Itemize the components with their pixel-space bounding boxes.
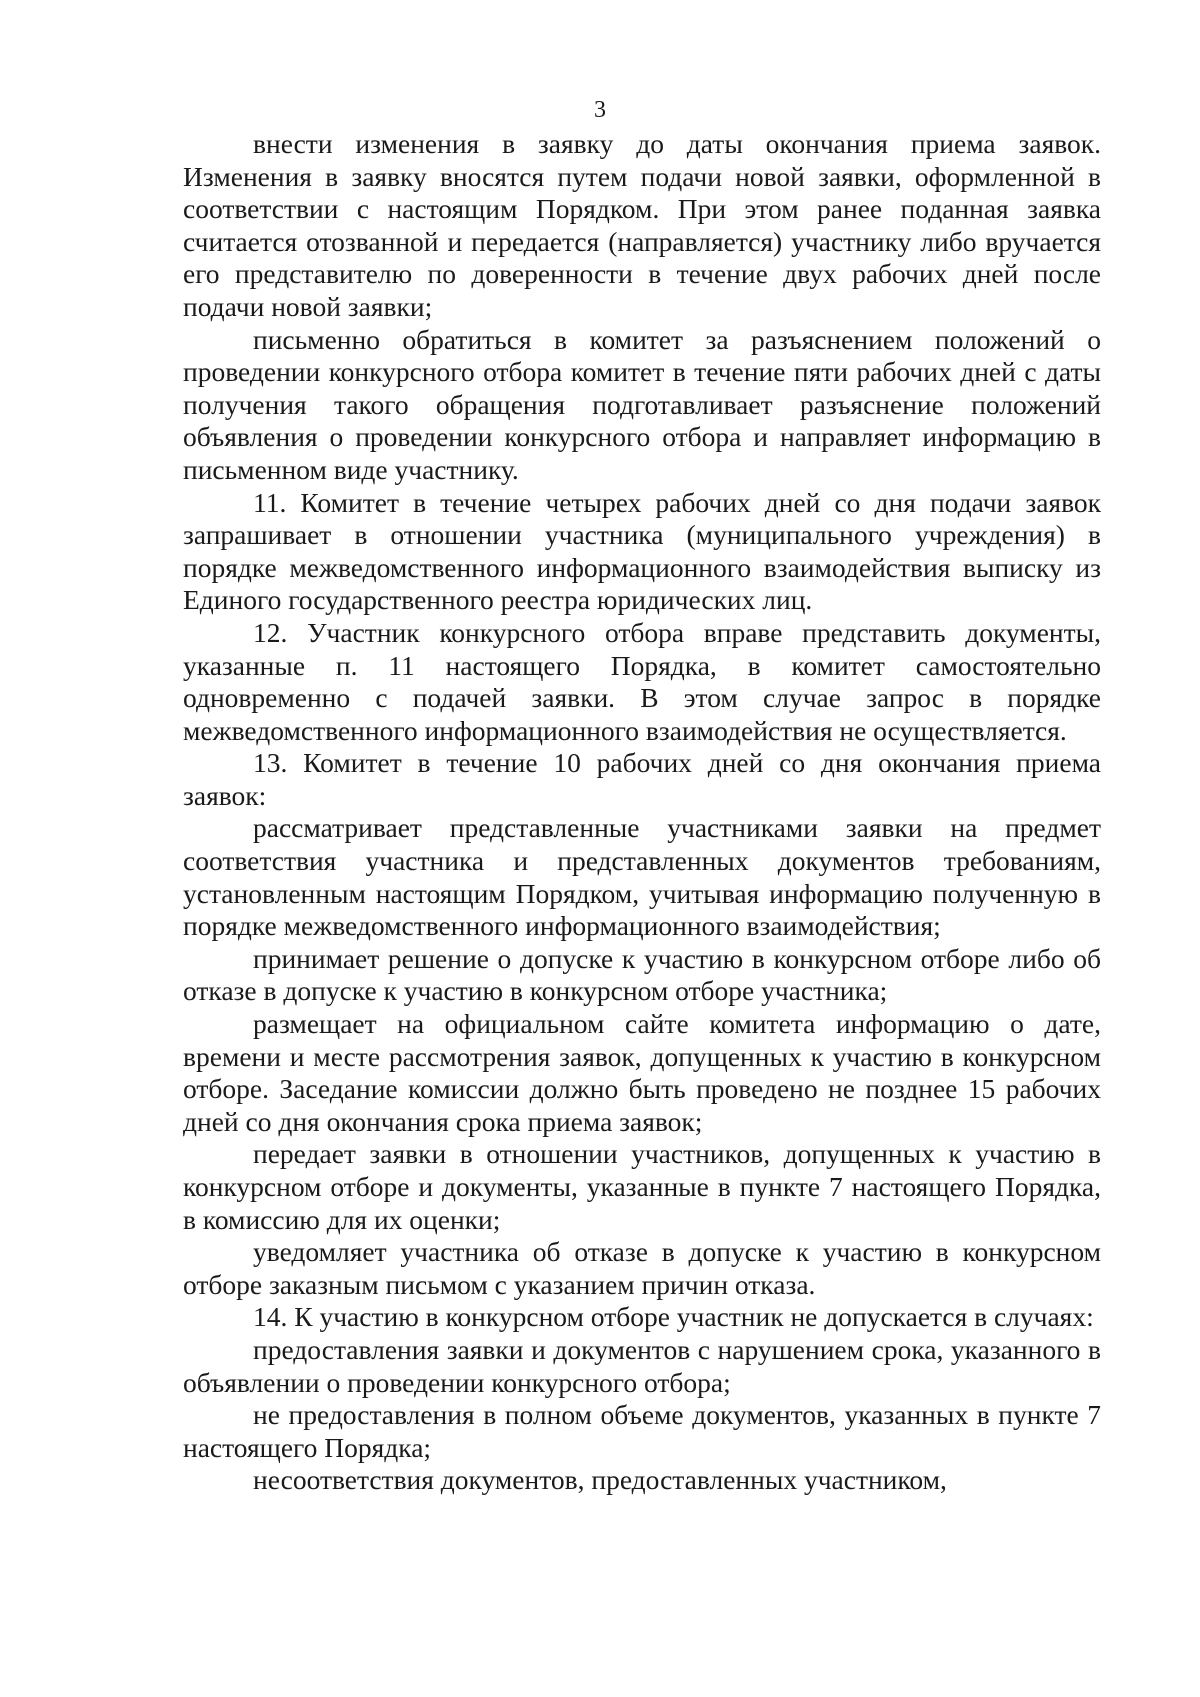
paragraph: размещает на официальном сайте комитета информацию о дате, времени и месте рассмотрения заявок, допущенных к участию в конкурсном отборе. Заседание комиссии должно быть проведено не позднее 15 рабочих дней со дня окончания срока приема заявок; — [183, 1008, 1101, 1137]
paragraph: письменно обратиться в комитет за разъяснением положений о проведении конкурсного отбора комитет в течение пяти рабочих дней с даты получения такого обращения подготавливает разъяснение положений объявления о проведении конкурсного отбора и направляет информацию в письменном виде участнику. — [183, 323, 1101, 485]
paragraph: передает заявки в отношении участников, допущенных к участию в конкурсном отборе и документы, указанные в пункте 7 настоящего Порядка, в комиссию для их оценки; — [183, 1138, 1101, 1235]
paragraph: внести изменения в заявку до даты окончания приема заявок. Изменения в заявку вносятся путем подачи новой заявки, оформленной в соответствии с настоящим Порядком. При этом ранее поданная заявка считается отозванной и передается (направляется) участнику либо вручается его представителю по доверенности в течение двух рабочих дней после подачи новой заявки; — [183, 128, 1101, 322]
paragraph: 12. Участник конкурсного отбора вправе представить документы, указанные п. 11 настоящего Порядка, в комитет самостоятельно одновременно с подачей заявки. В этом случае запрос в порядке межведомственного информационного взаимодействия не осуществляется. — [183, 616, 1101, 746]
paragraph: 11. Комитет в течение четырех рабочих дней со дня подачи заявок запрашивает в отношении участника (муниципального учреждения) в порядке межведомственного информационного взаимодействия выписку из Единого государственного реестра юридических лиц. — [183, 486, 1101, 616]
paragraph: предоставления заявки и документов с нарушением срока, указанного в объявлении о проведении конкурсного отбора; — [183, 1333, 1101, 1398]
paragraph: рассматривает представленные участниками заявки на предмет соответствия участника и представленных документов требованиям, установленным настоящим Порядком, учитывая информацию полученную в порядке межведомственного информационного взаимодействия; — [183, 812, 1101, 942]
paragraph: несоответствия документов, предоставленных участником, — [253, 1464, 947, 1496]
paragraph: 13. Комитет в течение 10 рабочих дней со дня окончания приема заявок: — [183, 747, 1101, 811]
page-number: 3 — [594, 97, 606, 123]
paragraph: 14. К участию в конкурсном отборе участник не допускается в случаях: — [253, 1301, 1094, 1333]
document-body — [183, 128, 1101, 1497]
paragraph: уведомляет участника об отказе в допуске к участию в конкурсном отборе заказным письмом с указанием причин отказа. — [183, 1236, 1101, 1300]
paragraph: принимает решение о допуске к участию в конкурсном отборе либо об отказе в допуске к участию в конкурсном отборе участника; — [183, 942, 1101, 1007]
paragraph: не предоставления в полном объеме документов, указанных в пункте 7 настоящего Порядка; — [183, 1399, 1101, 1463]
